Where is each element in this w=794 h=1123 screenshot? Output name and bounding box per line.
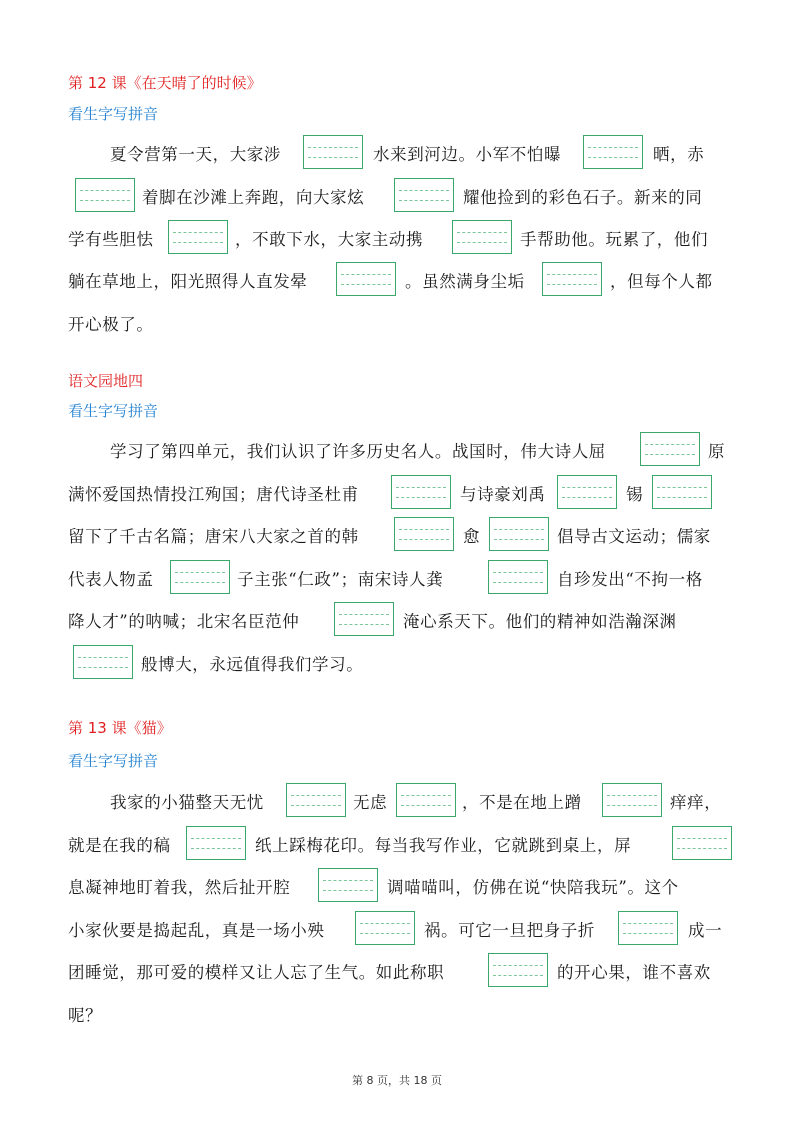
text-segment: 降人才”的呐喊；北宋名臣范仲 [68,612,300,631]
pinyin-box[interactable] [583,135,643,169]
section-title: 第 13 课《猫》 [68,719,172,737]
pinyin-box[interactable] [170,560,230,594]
pinyin-box[interactable] [73,645,133,679]
text-segment: 我家的小猫整天无忧 [110,793,264,812]
text-line [0,305,794,345]
text-line [0,262,794,302]
text-segment: 小家伙要是捣起乱，真是一场小殃 [68,921,325,940]
section-subtitle: 看生字写拼音 [68,402,159,420]
pinyin-box[interactable] [394,178,454,212]
text-segment: 无虑 [353,793,388,812]
pinyin-box[interactable] [489,517,549,551]
text-segment: 就是在我的稿 [68,836,171,855]
pinyin-box[interactable] [355,911,415,945]
text-line [0,517,794,557]
pinyin-box[interactable] [286,783,346,817]
text-segment: 晒，赤 [653,145,705,164]
text-line [0,178,794,218]
text-segment: 团睡觉，那可爱的模样又让人忘了生气。如此称职 [68,963,445,982]
text-line [0,475,794,515]
text-segment: 代表人物孟 [68,570,154,589]
text-segment: 学有些胆怯 [68,230,154,249]
pinyin-box[interactable] [618,911,678,945]
pinyin-box[interactable] [303,135,363,169]
pinyin-box[interactable] [557,475,617,509]
text-segment: 水来到河边。小军不怕曝 [373,145,562,164]
text-line [0,645,794,685]
pinyin-box[interactable] [652,475,712,509]
page-footer: 第 8 页，共 18 页 [352,1074,442,1087]
text-segment: ，不是在地上蹭 [462,793,582,812]
text-segment: 倡导古文运动；儒家 [557,527,711,546]
text-segment: 成一 [688,921,723,940]
pinyin-box[interactable] [391,475,451,509]
text-segment: 开心极了。 [68,315,154,334]
text-line [0,996,794,1036]
text-segment: 手帮助他。玩累了，他们 [520,230,709,249]
text-segment: ，不敢下水，大家主动携 [235,230,424,249]
text-line [0,220,794,260]
text-segment: 淹心系天下。他们的精神如浩瀚深渊 [403,612,677,631]
text-segment: 调喵喵叫，仿佛在说“快陪我玩”。这个 [387,878,679,897]
pinyin-box[interactable] [672,826,732,860]
section-subtitle: 看生字写拼音 [68,105,159,123]
text-line [0,826,794,866]
text-segment: 躺在草地上，阳光照得人直发晕 [68,272,308,291]
pinyin-box[interactable] [640,432,700,466]
text-segment: 锡 [626,485,644,504]
text-line [0,135,794,175]
text-segment: 愈 [463,527,481,546]
text-line [0,602,794,642]
text-line [0,560,794,600]
text-segment: 着脚在沙滩上奔跑，向大家炫 [142,188,365,207]
pinyin-box[interactable] [396,783,456,817]
pinyin-box[interactable] [336,262,396,296]
text-segment: 学习了第四单元，我们认识了许多历史名人。战国时，伟大诗人屈 [110,442,606,461]
section-title: 语文园地四 [68,372,144,390]
pinyin-box[interactable] [488,560,548,594]
pinyin-box[interactable] [168,220,228,254]
text-segment: 纸上踩梅花印。每当我写作业，它就跳到桌上，屏 [255,836,632,855]
text-segment: 痒痒， [670,793,722,812]
text-segment: 的开心果，谁不喜欢 [557,963,711,982]
section-title: 第 12 课《在天晴了的时候》 [68,74,262,92]
pinyin-box[interactable] [334,602,394,636]
pinyin-box[interactable] [488,953,548,987]
text-line [0,432,794,472]
text-segment: 息凝神地盯着我，然后扯开腔 [68,878,291,897]
text-line [0,868,794,908]
text-line [0,911,794,951]
text-segment: 般博大，永远值得我们学习。 [141,655,364,674]
text-segment: 原 [708,442,726,461]
text-segment: 。虽然满身尘垢 [405,272,525,291]
pinyin-box[interactable] [186,826,246,860]
pinyin-box[interactable] [602,783,662,817]
text-segment: 祸。可它一旦把身子折 [424,921,595,940]
text-line [0,953,794,993]
section-subtitle: 看生字写拼音 [68,752,159,770]
text-segment: 自珍发出“不拘一格 [557,570,703,589]
text-segment: 留下了千古名篇；唐宋八大家之首的韩 [68,527,359,546]
pinyin-box[interactable] [318,868,378,902]
text-segment: 与诗豪刘禹 [460,485,546,504]
text-line [0,783,794,823]
pinyin-box[interactable] [542,262,602,296]
pinyin-box[interactable] [75,178,135,212]
pinyin-box[interactable] [452,220,512,254]
text-segment: 呢？ [68,1006,103,1025]
text-segment: 满怀爱国热情投江殉国；唐代诗圣杜甫 [68,485,359,504]
text-segment: 耀他捡到的彩色石子。新来的同 [463,188,703,207]
text-segment: 子主张“仁政”；南宋诗人龚 [237,570,444,589]
pinyin-box[interactable] [394,517,454,551]
text-segment: 夏令营第一天，大家涉 [110,145,281,164]
text-segment: ，但每个人都 [610,272,713,291]
